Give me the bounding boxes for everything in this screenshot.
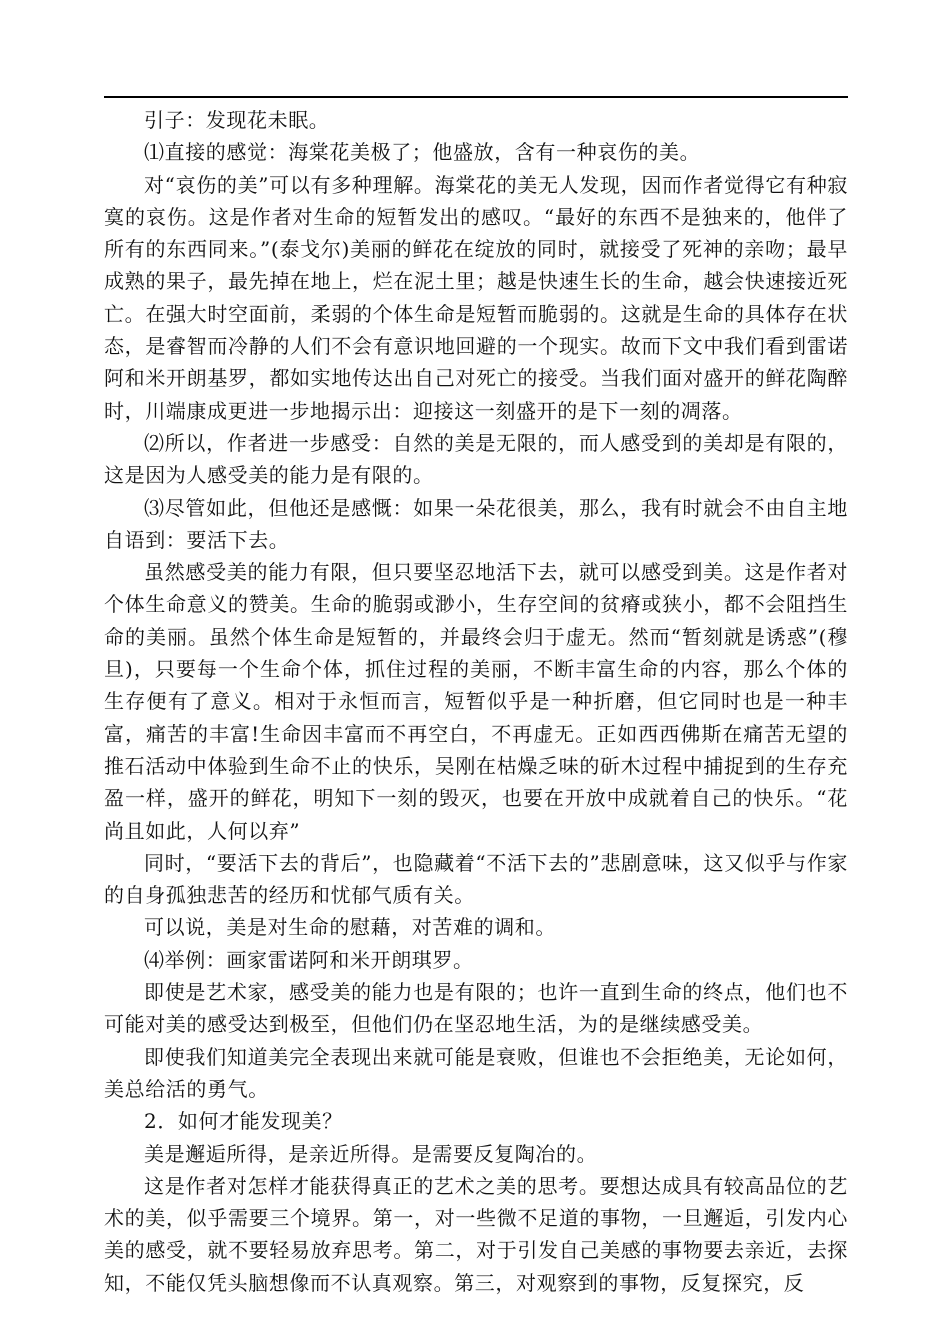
- paragraph-intro: 引子：发现花未眠。: [144, 108, 330, 132]
- paragraph-consolation: 可以说，美是对生命的慰藉，对苦难的调和。: [144, 915, 556, 940]
- paragraph-sad-beauty: 对“哀伤的美”可以有多种理解。海棠花的美无人发现，因而作者觉得它有种寂寞的哀伤。这是作者对生命的短暂发出的感叹。“最好的东西不是独来的，他伴了所有的东西同来。”(泰戈尔)美丽的鲜花在绽放的同时，就接受了死神的亲吻；最早成熟的果子，最先掉在地上，烂在泥土里；越是快速生长的生命，越会快速接近死亡。在强大时空面前，柔弱的个体生命是短暂而脆弱的。这就是生命的具体存在状态，是睿智而冷静的人们不会有意识地回避的一个现实。故而下文中我们看到雷诺阿和米开朗基罗，都如实地传达出自己对死亡的接受。当我们面对盛开的鲜花陶醉时，川端康成更进一步地揭示出：迎接这一刻盛开的是下一刻的凋落。: [104, 172, 848, 423]
- paragraph-encounter: 美是邂逅所得，是亲近所得。是需要反复陶冶的。: [144, 1141, 598, 1166]
- document-body: [104, 104, 848, 1299]
- paragraph-tragic-meaning: 同时，“要活下去的背后”，也隐藏着“不活下去的”悲剧意味，这又似乎与作家的自身孤独悲苦的经历和忧郁气质有关。: [104, 850, 848, 908]
- paragraph-point-3: ⑶尽管如此，但他还是感慨：如果一朵花很美，那么，我有时就会不由自主地自语到：要活下去。: [104, 495, 848, 552]
- paragraph-never-refuse: 即使我们知道美完全表现出来就可能是衰败，但谁也不会拒绝美，无论如何，美总给活的勇气。: [104, 1044, 848, 1101]
- header-rule: [104, 96, 848, 98]
- paragraph-point-4: ⑷举例：画家雷诺阿和米开朗琪罗。: [144, 947, 474, 972]
- paragraph-three-realms: 这是作者对怎样才能获得真正的艺术之美的思考。要想达成具有较高品位的艺术的美，似乎需要三个境界。第一，对一些微不足道的事物，一旦邂逅，引发内心美的感受，就不要轻易放弃思考。第二，对于引发自己美感的事物要去亲近，去探知，不能仅凭头脑想像而不认真观察。第三，对观察到的事物，反复探究，反: [104, 1173, 848, 1295]
- paragraph-point-2: ⑵所以，作者进一步感受：自然的美是无限的，而人感受到的美却是有限的，这是因为人感受美的能力是有限的。: [104, 430, 848, 488]
- paragraph-live-on: 虽然感受美的能力有限，但只要坚忍地活下去，就可以感受到美。这是作者对个体生命意义的赞美。生命的脆弱或渺小，生存空间的贫瘠或狭小，都不会阻挡生命的美丽。虽然个体生命是短暂的，并最终会归于虚无。然而“暂刻就是诱惑”(穆旦)，只要每一个生命个体，抓住过程的美丽，不断丰富生命的内容，那么个体的生存便有了意义。相对于永恒而言，短暂似乎是一种折磨，但它同时也是一种丰富，痛苦的丰富!生命因丰富而不再空白，不再虚无。正如西西佛斯在痛苦无望的推石活动中体验到生命不止的快乐，吴刚在枯燥乏味的斫木过程中捕捉到的生存充盈一样，盛开的鲜花，明知下一刻的毁灭，也要在开放中成就着自己的快乐。“花尚且如此，人何以弃”: [104, 560, 848, 843]
- paragraph-artists: 即使是艺术家，感受美的能力也是有限的；也许一直到生命的终点，他们也不可能对美的感受达到极至，但他们仍在坚忍地生活，为的是继续感受美。: [104, 980, 848, 1037]
- paragraph-point-1: ⑴直接的感觉：海棠花美极了；他盛放，含有一种哀伤的美。: [144, 140, 701, 165]
- section-heading-2: 2．如何才能发现美？: [144, 1109, 343, 1134]
